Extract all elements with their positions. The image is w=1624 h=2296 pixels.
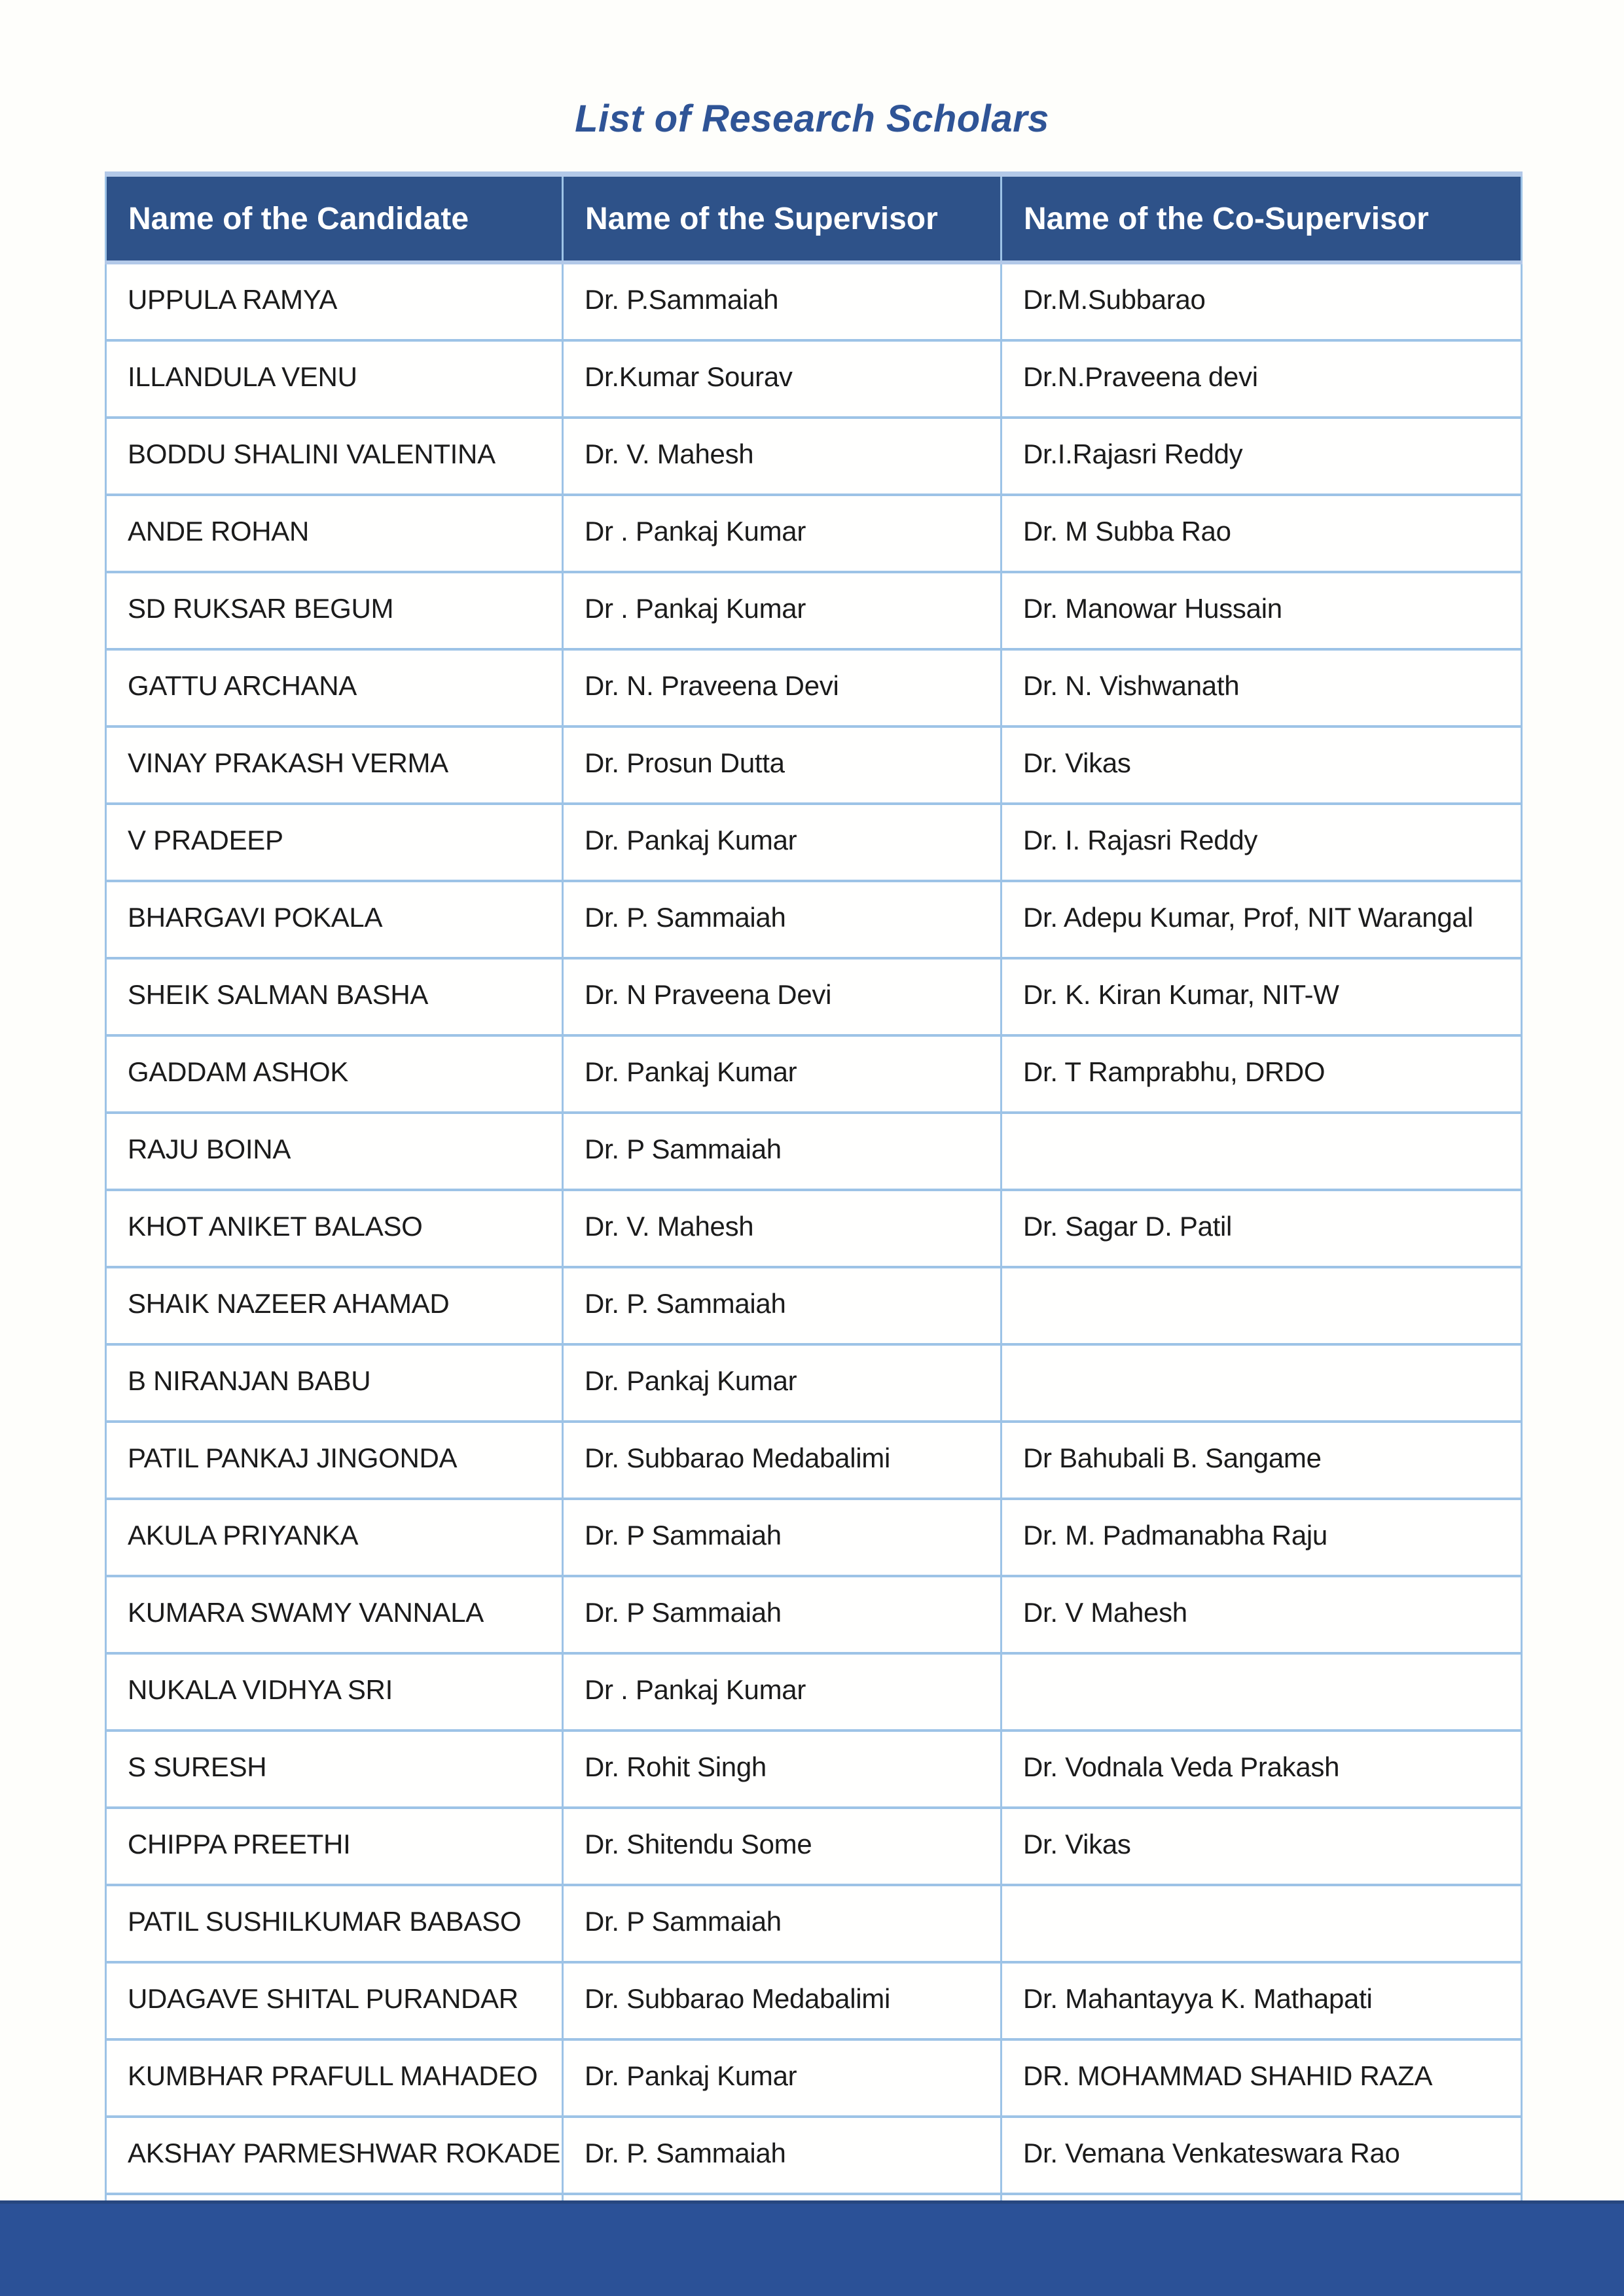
cell-candidate: SHAIK NAZEER AHAMAD bbox=[106, 1267, 563, 1344]
cell-candidate: S SURESH bbox=[106, 1731, 563, 1808]
cell-co-supervisor bbox=[1001, 1267, 1522, 1344]
cell-candidate: BHARGAVI POKALA bbox=[106, 881, 563, 958]
table-row bbox=[106, 1113, 1522, 1190]
cell-supervisor: Dr. Shitendu Some bbox=[563, 1808, 1001, 1885]
table-row bbox=[106, 1422, 1522, 1499]
cell-candidate: NUKALA VIDHYA SRI bbox=[106, 1653, 563, 1731]
cell-co-supervisor: Dr. K. Kiran Kumar, NIT-W bbox=[1001, 958, 1522, 1035]
table-row bbox=[106, 572, 1522, 649]
cell-supervisor: Dr. Pankaj Kumar bbox=[563, 1344, 1001, 1422]
cell-supervisor: Dr. Pankaj Kumar bbox=[563, 804, 1001, 881]
cell-candidate: KUMARA SWAMY VANNALA bbox=[106, 1576, 563, 1653]
page-title: List of Research Scholars bbox=[575, 98, 1049, 140]
cell-candidate: RAJU BOINA bbox=[106, 1113, 563, 1190]
cell-supervisor: Dr. Rohit Singh bbox=[563, 1731, 1001, 1808]
cell-candidate: V PRADEEP bbox=[106, 804, 563, 881]
cell-supervisor: Dr.Kumar Sourav bbox=[563, 340, 1001, 418]
cell-candidate: ANDE ROHAN bbox=[106, 495, 563, 572]
cell-supervisor: Dr. Pankaj Kumar bbox=[563, 2039, 1001, 2117]
cell-candidate: BODDU SHALINI VALENTINA bbox=[106, 418, 563, 495]
cell-co-supervisor bbox=[1001, 1885, 1522, 1962]
cell-co-supervisor: Dr. Mahantayya K. Mathapati bbox=[1001, 1962, 1522, 2039]
cell-supervisor: Dr. Prosun Dutta bbox=[563, 726, 1001, 804]
table-header bbox=[106, 174, 1522, 262]
table-row bbox=[106, 881, 1522, 958]
table-row bbox=[106, 262, 1522, 340]
cell-candidate: KUMBHAR PRAFULL MAHADEO bbox=[106, 2039, 563, 2117]
cell-co-supervisor bbox=[1001, 1113, 1522, 1190]
cell-co-supervisor: Dr. Vikas bbox=[1001, 1808, 1522, 1885]
table-row bbox=[106, 726, 1522, 804]
cell-candidate: GATTU ARCHANA bbox=[106, 649, 563, 726]
cell-co-supervisor: Dr.M.Subbarao bbox=[1001, 262, 1522, 340]
cell-co-supervisor: Dr.N.Praveena devi bbox=[1001, 340, 1522, 418]
cell-supervisor: Dr . Pankaj Kumar bbox=[563, 1653, 1001, 1731]
cell-supervisor: Dr. P Sammaiah bbox=[563, 1499, 1001, 1576]
table-row bbox=[106, 1499, 1522, 1576]
cell-co-supervisor: DR. MOHAMMAD SHAHID RAZA bbox=[1001, 2039, 1522, 2117]
cell-co-supervisor: Dr.I.Rajasri Reddy bbox=[1001, 418, 1522, 495]
cell-candidate: ILLANDULA VENU bbox=[106, 340, 563, 418]
table-row bbox=[106, 1576, 1522, 1653]
cell-supervisor: Dr . Pankaj Kumar bbox=[563, 495, 1001, 572]
cell-supervisor: Dr. P Sammaiah bbox=[563, 1576, 1001, 1653]
cell-co-supervisor bbox=[1001, 1344, 1522, 1422]
header-candidate: Name of the Candidate bbox=[106, 174, 563, 262]
table-row bbox=[106, 1267, 1522, 1344]
table-row bbox=[106, 1885, 1522, 1962]
table-row bbox=[106, 958, 1522, 1035]
cell-candidate: PATIL PANKAJ JINGONDA bbox=[106, 1422, 563, 1499]
cell-co-supervisor: Dr. Vodnala Veda Prakash bbox=[1001, 1731, 1522, 1808]
cell-candidate: GADDAM ASHOK bbox=[106, 1035, 563, 1113]
cell-co-supervisor: Dr. N. Vishwanath bbox=[1001, 649, 1522, 726]
table-row bbox=[106, 340, 1522, 418]
header-co-supervisor: Name of the Co-Supervisor bbox=[1001, 174, 1522, 262]
table-body bbox=[106, 262, 1522, 2271]
cell-co-supervisor: Dr Bahubali B. Sangame bbox=[1001, 1422, 1522, 1499]
cell-co-supervisor: Dr. T Ramprabhu, DRDO bbox=[1001, 1035, 1522, 1113]
cell-candidate: PATIL SUSHILKUMAR BABASO bbox=[106, 1885, 563, 1962]
table-row bbox=[106, 1962, 1522, 2039]
table-row bbox=[106, 1653, 1522, 1731]
cell-candidate: UDAGAVE SHITAL PURANDAR bbox=[106, 1962, 563, 2039]
cell-co-supervisor: Dr. Vemana Venkateswara Rao bbox=[1001, 2117, 1522, 2194]
cell-supervisor: Dr. V. Mahesh bbox=[563, 1190, 1001, 1267]
table-row bbox=[106, 495, 1522, 572]
cell-supervisor: Dr. N. Praveena Devi bbox=[563, 649, 1001, 726]
cell-co-supervisor: Dr. Adepu Kumar, Prof, NIT Warangal bbox=[1001, 881, 1522, 958]
table-row bbox=[106, 1808, 1522, 1885]
cell-candidate: UPPULA RAMYA bbox=[106, 262, 563, 340]
footer-bar bbox=[0, 2200, 1624, 2296]
cell-candidate: CHIPPA PREETHI bbox=[106, 1808, 563, 1885]
research-scholars-table bbox=[105, 171, 1523, 2272]
table-row bbox=[106, 1190, 1522, 1267]
cell-supervisor: Dr. P. Sammaiah bbox=[563, 2117, 1001, 2194]
cell-supervisor: Dr. Pankaj Kumar bbox=[563, 1035, 1001, 1113]
table-row bbox=[106, 1344, 1522, 1422]
cell-supervisor: Dr. P. Sammaiah bbox=[563, 881, 1001, 958]
cell-supervisor: Dr. Subbarao Medabalimi bbox=[563, 1962, 1001, 2039]
table-row bbox=[106, 2039, 1522, 2117]
table-row bbox=[106, 804, 1522, 881]
cell-supervisor: Dr . Pankaj Kumar bbox=[563, 572, 1001, 649]
table-row bbox=[106, 1731, 1522, 1808]
cell-supervisor: Dr. Subbarao Medabalimi bbox=[563, 1422, 1001, 1499]
cell-supervisor: Dr. N Praveena Devi bbox=[563, 958, 1001, 1035]
cell-candidate: AKSHAY PARMESHWAR ROKADE bbox=[106, 2117, 563, 2194]
cell-co-supervisor: Dr. I. Rajasri Reddy bbox=[1001, 804, 1522, 881]
cell-co-supervisor: Dr. M Subba Rao bbox=[1001, 495, 1522, 572]
cell-candidate: SD RUKSAR BEGUM bbox=[106, 572, 563, 649]
cell-candidate: B NIRANJAN BABU bbox=[106, 1344, 563, 1422]
cell-co-supervisor: Dr. Sagar D. Patil bbox=[1001, 1190, 1522, 1267]
cell-supervisor: Dr. P.Sammaiah bbox=[563, 262, 1001, 340]
cell-co-supervisor: Dr. V Mahesh bbox=[1001, 1576, 1522, 1653]
table-row bbox=[106, 649, 1522, 726]
cell-co-supervisor: Dr. M. Padmanabha Raju bbox=[1001, 1499, 1522, 1576]
header-row bbox=[106, 174, 1522, 262]
cell-supervisor: Dr. P Sammaiah bbox=[563, 1885, 1001, 1962]
table-row bbox=[106, 1035, 1522, 1113]
table-row bbox=[106, 418, 1522, 495]
cell-co-supervisor: Dr. Manowar Hussain bbox=[1001, 572, 1522, 649]
cell-candidate: AKULA PRIYANKA bbox=[106, 1499, 563, 1576]
cell-candidate: KHOT ANIKET BALASO bbox=[106, 1190, 563, 1267]
cell-candidate: VINAY PRAKASH VERMA bbox=[106, 726, 563, 804]
cell-co-supervisor: Dr. Vikas bbox=[1001, 726, 1522, 804]
cell-supervisor: Dr. P. Sammaiah bbox=[563, 1267, 1001, 1344]
cell-co-supervisor bbox=[1001, 1653, 1522, 1731]
cell-supervisor: Dr. V. Mahesh bbox=[563, 418, 1001, 495]
cell-supervisor: Dr. P Sammaiah bbox=[563, 1113, 1001, 1190]
header-supervisor: Name of the Supervisor bbox=[563, 174, 1001, 262]
table-row bbox=[106, 2117, 1522, 2194]
cell-candidate: SHEIK SALMAN BASHA bbox=[106, 958, 563, 1035]
